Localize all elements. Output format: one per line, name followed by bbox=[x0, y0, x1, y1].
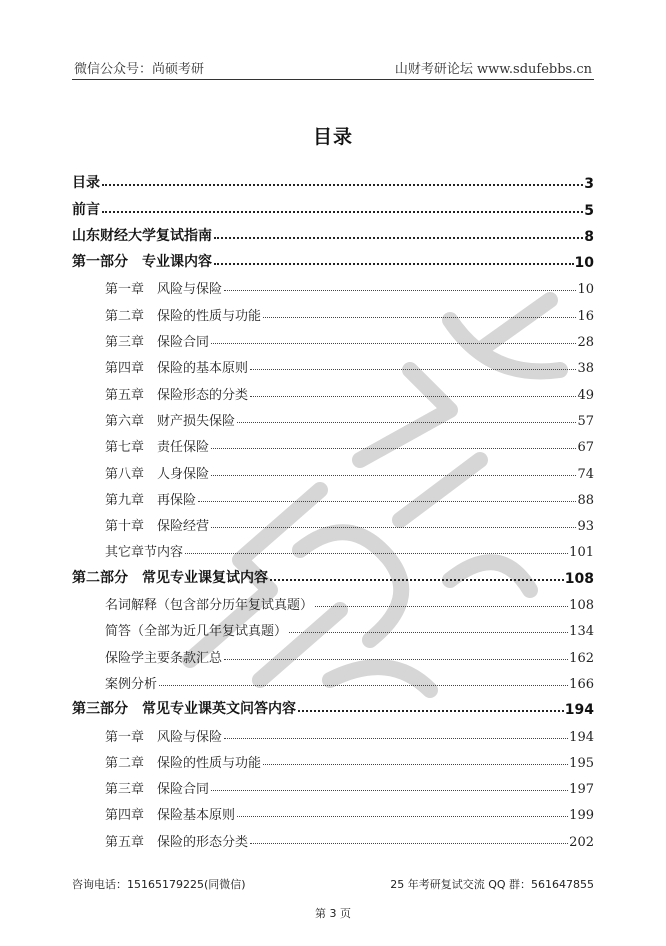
toc-entry[interactable] bbox=[72, 613, 594, 639]
footer-qq-text: 25 年考研复试交流 QQ 群：561647855 bbox=[390, 878, 594, 891]
toc-leader-dots bbox=[185, 552, 568, 554]
toc-entry[interactable] bbox=[72, 771, 594, 797]
toc-entry-label: 案例分析 bbox=[105, 676, 158, 692]
toc-leader-dots bbox=[211, 526, 576, 528]
toc-entry[interactable] bbox=[72, 482, 594, 508]
toc-entry-label: 名词解释（包含部分历年复试真题） bbox=[105, 598, 314, 614]
toc-entry-label: 山东财经大学复试指南 bbox=[72, 227, 212, 244]
toc-entry-page: 194 bbox=[564, 702, 594, 719]
toc-entry-label: 第一章 风险与保险 bbox=[105, 729, 223, 745]
toc-entry[interactable] bbox=[72, 219, 594, 245]
toc-entry-page: 10 bbox=[577, 282, 594, 298]
toc-entry[interactable] bbox=[72, 508, 594, 534]
toc-entry-page: 108 bbox=[564, 570, 594, 587]
toc-entry-label: 简答（全部为近几年复试真题） bbox=[105, 624, 288, 640]
toc-entry-page: 195 bbox=[569, 755, 594, 771]
toc-entry-label: 第九章 再保险 bbox=[105, 492, 197, 508]
toc-leader-dots bbox=[250, 842, 568, 844]
toc-entry-page: 166 bbox=[569, 676, 594, 692]
toc-entry[interactable] bbox=[72, 192, 594, 218]
toc-leader-dots bbox=[224, 289, 576, 291]
toc-entry[interactable] bbox=[72, 534, 594, 560]
toc-leader-dots bbox=[102, 210, 583, 213]
toc-leader-dots bbox=[224, 737, 568, 739]
toc-leader-dots bbox=[211, 789, 568, 791]
toc-entry-label: 第十章 保险经营 bbox=[105, 519, 210, 535]
toc-entry-page: 93 bbox=[577, 519, 594, 535]
toc-entry-page: 16 bbox=[577, 308, 594, 324]
toc-entry-label: 其它章节内容 bbox=[105, 545, 184, 561]
toc-entry[interactable] bbox=[72, 245, 594, 271]
toc-leader-dots bbox=[102, 183, 583, 186]
toc-entry[interactable] bbox=[72, 166, 594, 192]
header-wechat-text: 微信公众号：尚硕考研 bbox=[74, 62, 205, 77]
toc-leader-dots bbox=[159, 684, 568, 686]
toc-entry-page: 162 bbox=[569, 650, 594, 666]
toc-entry-page: 67 bbox=[577, 440, 594, 456]
toc-entry[interactable] bbox=[72, 324, 594, 350]
toc-entry[interactable] bbox=[72, 297, 594, 323]
toc-entry-page: 74 bbox=[577, 466, 594, 482]
toc-entry-page: 49 bbox=[577, 387, 594, 403]
toc-entry-page: 8 bbox=[584, 228, 594, 245]
toc-entry-label: 第二章 保险的性质与功能 bbox=[105, 755, 262, 771]
toc-entry[interactable] bbox=[72, 692, 594, 718]
toc-leader-dots bbox=[211, 474, 576, 476]
toc-leader-dots bbox=[214, 236, 583, 239]
toc-leader-dots bbox=[198, 500, 576, 502]
toc-leader-dots bbox=[263, 316, 576, 318]
toc-leader-dots bbox=[224, 658, 568, 660]
toc-entry[interactable] bbox=[72, 587, 594, 613]
toc-leader-dots bbox=[214, 262, 574, 265]
toc-entry-label: 第一部分 专业课内容 bbox=[72, 254, 212, 271]
toc-entry-page: 28 bbox=[577, 335, 594, 351]
toc-leader-dots bbox=[211, 342, 576, 344]
toc-leader-dots bbox=[263, 763, 568, 765]
table-of-contents bbox=[72, 166, 594, 850]
header-divider bbox=[72, 79, 594, 80]
toc-entry-label: 目录 bbox=[72, 175, 100, 192]
toc-entry-label: 前言 bbox=[72, 201, 100, 218]
toc-entry-label: 第二章 保险的性质与功能 bbox=[105, 308, 262, 324]
page-number: 第 3 页 bbox=[315, 907, 351, 920]
toc-entry-label: 第七章 责任保险 bbox=[105, 440, 210, 456]
toc-entry-label: 第六章 财产损失保险 bbox=[105, 413, 236, 429]
toc-leader-dots bbox=[250, 368, 576, 370]
toc-entry-page: 38 bbox=[577, 361, 594, 377]
toc-entry-page: 10 bbox=[574, 255, 594, 272]
page-title: 目录 bbox=[312, 126, 353, 148]
footer-phone-text: 咨询电话：15165179225(同微信) bbox=[72, 878, 246, 891]
toc-leader-dots bbox=[237, 421, 576, 423]
toc-entry-label: 第四章 保险基本原则 bbox=[105, 808, 236, 824]
toc-entry-label: 第五章 保险形态的分类 bbox=[105, 387, 249, 403]
toc-entry[interactable] bbox=[72, 666, 594, 692]
toc-entry-label: 第二部分 常见专业课复试内容 bbox=[72, 569, 268, 586]
toc-entry[interactable] bbox=[72, 745, 594, 771]
toc-entry-page: 5 bbox=[584, 202, 594, 219]
toc-entry[interactable] bbox=[72, 560, 594, 586]
toc-entry-label: 第三章 保险合同 bbox=[105, 782, 210, 798]
toc-entry[interactable] bbox=[72, 823, 594, 849]
toc-leader-dots bbox=[250, 395, 576, 397]
toc-leader-dots bbox=[237, 815, 568, 817]
toc-entry-label: 第八章 人身保险 bbox=[105, 466, 210, 482]
toc-entry[interactable] bbox=[72, 639, 594, 665]
toc-entry-page: 101 bbox=[569, 545, 594, 561]
toc-leader-dots bbox=[270, 578, 564, 581]
toc-entry[interactable] bbox=[72, 718, 594, 744]
toc-entry[interactable] bbox=[72, 350, 594, 376]
toc-entry[interactable] bbox=[72, 271, 594, 297]
toc-entry[interactable] bbox=[72, 403, 594, 429]
toc-entry-label: 保险学主要条款汇总 bbox=[105, 650, 223, 666]
toc-entry-page: 88 bbox=[577, 492, 594, 508]
toc-entry[interactable] bbox=[72, 376, 594, 402]
toc-entry-label: 第五章 保险的形态分类 bbox=[105, 834, 249, 850]
toc-entry-page: 202 bbox=[569, 834, 594, 850]
toc-entry[interactable] bbox=[72, 797, 594, 823]
toc-leader-dots bbox=[315, 605, 568, 607]
toc-entry-page: 57 bbox=[577, 413, 594, 429]
toc-leader-dots bbox=[211, 447, 576, 449]
toc-entry-label: 第四章 保险的基本原则 bbox=[105, 361, 249, 377]
toc-entry-page: 194 bbox=[569, 729, 594, 745]
toc-entry-label: 第三章 保险合同 bbox=[105, 335, 210, 351]
toc-entry-page: 199 bbox=[569, 808, 594, 824]
toc-entry-page: 108 bbox=[569, 598, 594, 614]
page-header bbox=[72, 58, 594, 78]
toc-entry-label: 第一章 风险与保险 bbox=[105, 282, 223, 298]
toc-leader-dots bbox=[289, 631, 568, 633]
toc-leader-dots bbox=[298, 709, 564, 712]
toc-entry-page: 3 bbox=[584, 176, 594, 193]
header-forum-text: 山财考研论坛 www.sdufebbs.cn bbox=[394, 62, 592, 77]
toc-entry-page: 197 bbox=[569, 782, 594, 798]
toc-entry[interactable] bbox=[72, 429, 594, 455]
toc-entry[interactable] bbox=[72, 455, 594, 481]
toc-entry-page: 134 bbox=[569, 624, 594, 640]
toc-entry-label: 第三部分 常见专业课英文问答内容 bbox=[72, 701, 296, 718]
